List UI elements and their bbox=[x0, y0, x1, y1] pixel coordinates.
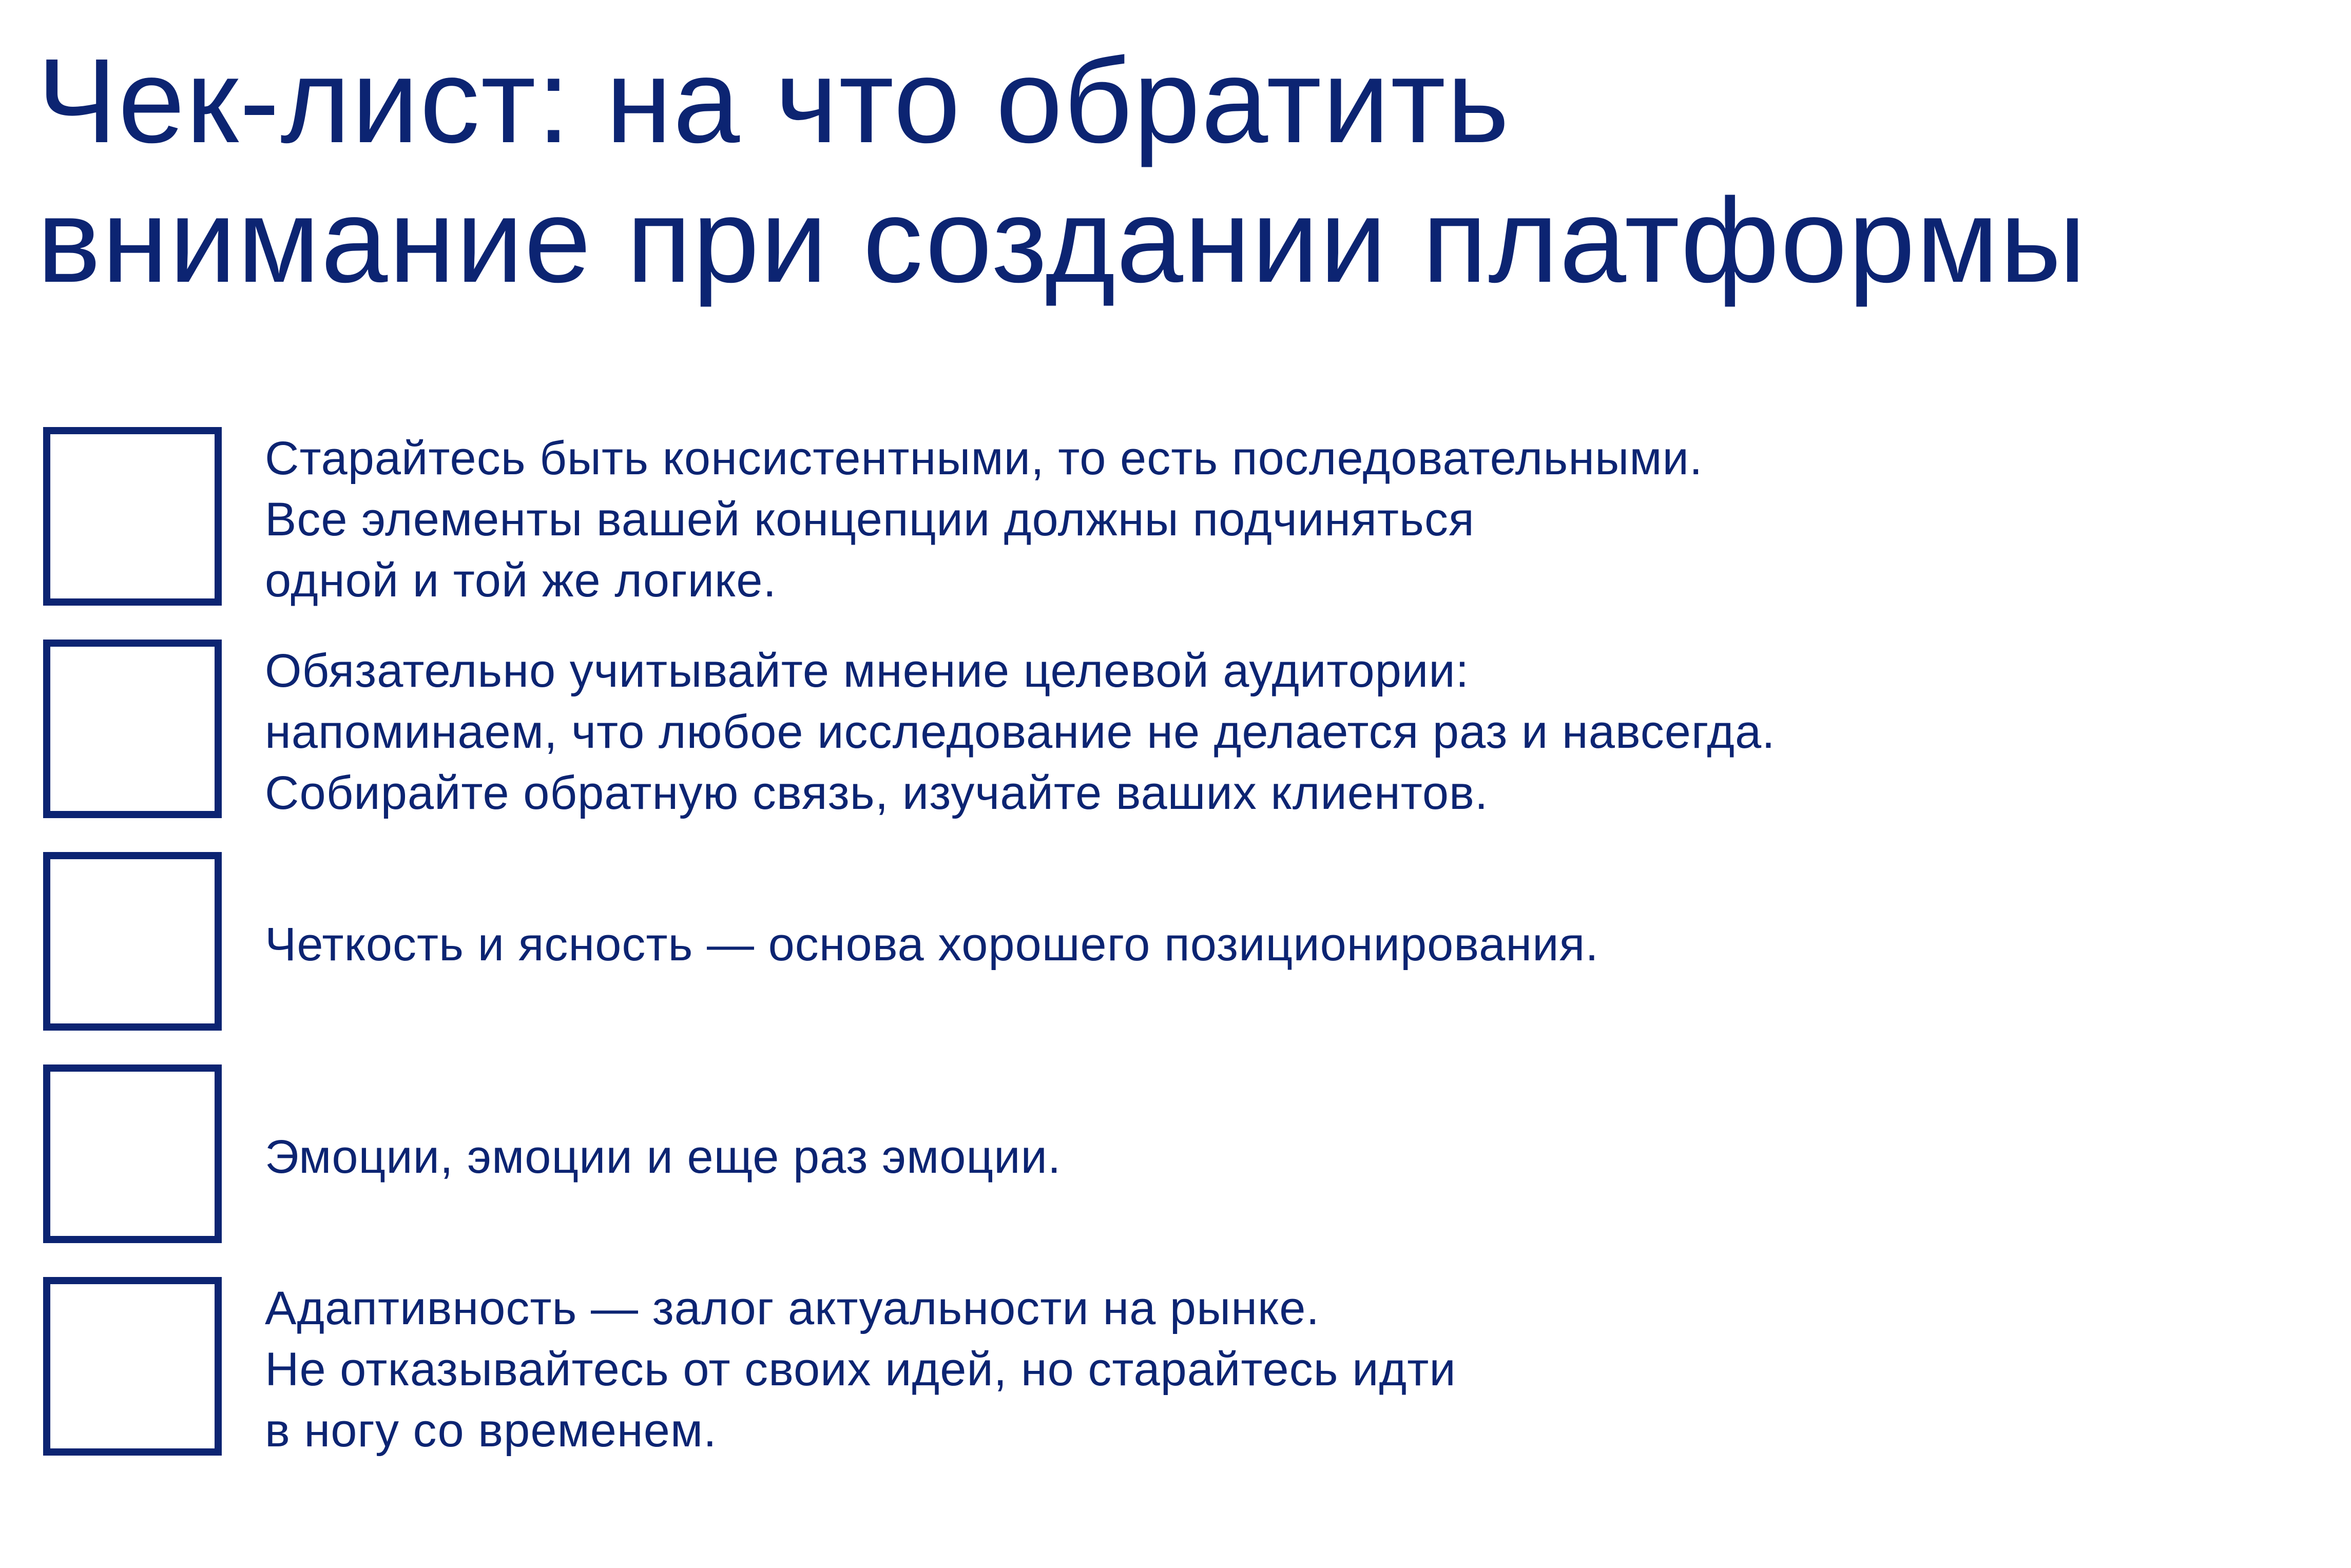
checklist-item-2 bbox=[43, 640, 2250, 824]
page-title-line-2: внимание при создании платформы bbox=[37, 173, 2087, 307]
checklist-item-1-line-2: Все элементы вашей концепции должны подчиняться bbox=[265, 493, 1475, 546]
page-title-line-1: Чек-лист: на что обратить bbox=[37, 33, 1511, 168]
checkbox-2[interactable] bbox=[43, 640, 222, 818]
checklist-item-5 bbox=[43, 1277, 2250, 1462]
checklist-item-4-line-1: Эмоции, эмоции и еще раз эмоции. bbox=[265, 1130, 1062, 1183]
checklist-item-5-line-3: в ногу со временем. bbox=[265, 1404, 717, 1457]
checklist-item-5-line-2: Не отказывайтесь от своих идей, но старайтесь идти bbox=[265, 1343, 1456, 1396]
checklist-item-5-text bbox=[265, 1277, 2241, 1462]
checklist-item-1 bbox=[43, 427, 2250, 612]
checklist-item-4-text bbox=[265, 1064, 2241, 1249]
checklist-item-2-line-2: напоминаем, что любое исследование не делается раз и навсегда. bbox=[265, 705, 1776, 758]
checkbox-5[interactable] bbox=[43, 1277, 222, 1456]
checkbox-1[interactable] bbox=[43, 427, 222, 606]
checklist-item-2-text bbox=[265, 640, 2241, 824]
checklist-item-2-line-3: Собирайте обратную связь, изучайте ваших клиентов. bbox=[265, 766, 1489, 819]
checklist-item-1-line-1: Старайтесь быть консистентными, то есть последовательными. bbox=[265, 432, 1703, 485]
checklist-item-5-line-1: Адаптивность — залог актуальности на рынке. bbox=[265, 1282, 1320, 1334]
checkbox-3[interactable] bbox=[43, 852, 222, 1031]
checklist-item-3 bbox=[43, 852, 2250, 1037]
checklist-item-4 bbox=[43, 1064, 2250, 1249]
checklist-item-1-line-3: одной и той же логике. bbox=[265, 554, 777, 607]
checklist-item-2-line-1: Обязательно учитывайте мнение целевой аудитории: bbox=[265, 644, 1470, 697]
checklist-item-3-text bbox=[265, 852, 2241, 1037]
checklist-item-3-line-1: Четкость и ясность — основа хорошего позиционирования. bbox=[265, 918, 1599, 971]
checkbox-4[interactable] bbox=[43, 1064, 222, 1243]
checklist-item-1-text bbox=[265, 427, 2241, 612]
